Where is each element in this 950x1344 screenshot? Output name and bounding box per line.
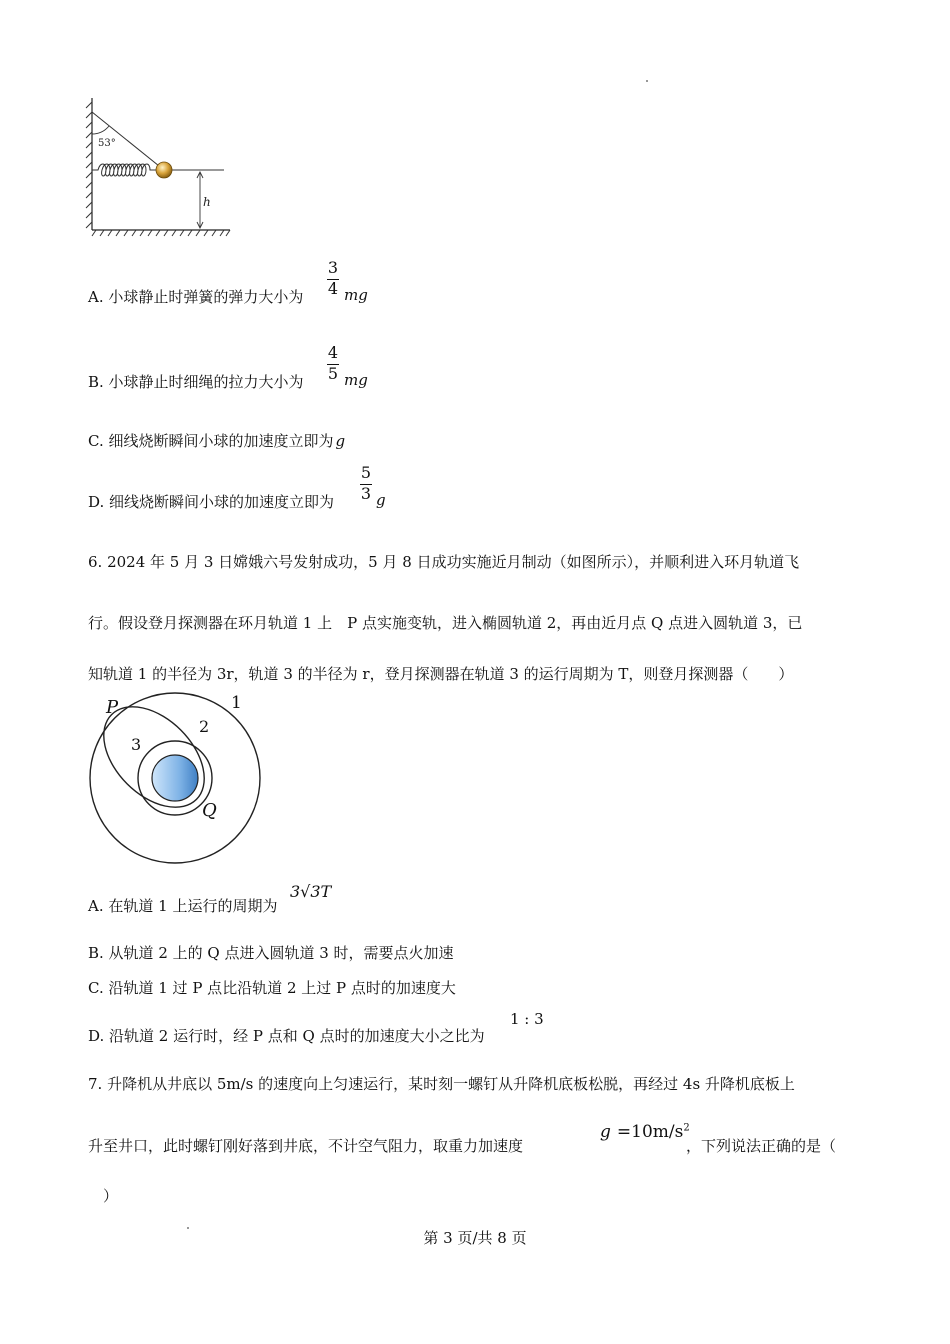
- q5-option-d-tail: g: [376, 491, 386, 509]
- angle-label: 53°: [98, 138, 116, 149]
- q5-option-c-tail: g: [335, 432, 346, 450]
- q6-option-a: [88, 895, 277, 916]
- q5-option-b-text: B. 小球静止时细绳的拉力大小为: [88, 373, 304, 391]
- label-q: Q: [202, 800, 217, 821]
- q6-stem-line2: 行。假设登月探测器在环月轨道 1 上 P 点实施变轨，进入椭圆轨道 2，再由近月点 Q 点进入圆轨道 3，已: [88, 614, 803, 632]
- fraction-numerator: 4: [327, 343, 339, 362]
- q5-option-c-text: C. 细线烧断瞬间小球的加速度立即为: [88, 432, 334, 450]
- q6-orbit-figure: [84, 690, 266, 870]
- page-number: 第 3 页/共 8 页: [423, 1229, 527, 1247]
- moon: [152, 755, 198, 801]
- q7-stem-line2: [88, 1135, 523, 1156]
- q5-option-c: [88, 430, 345, 451]
- q7-g-eq: =10m/s: [616, 1122, 684, 1142]
- q6-option-a-math: 3√3T: [290, 882, 332, 901]
- q5-option-d-text: D. 细线烧断瞬间小球的加速度立即为: [88, 493, 335, 511]
- q5-option-a-text: A. 小球静止时弹簧的弹力大小为: [88, 288, 304, 306]
- q6-option-c: C. 沿轨道 1 过 P 点比沿轨道 2 上过 P 点时的加速度大: [88, 979, 456, 997]
- q7-stem-line3: ）: [88, 1187, 119, 1205]
- q6-option-a-text: A. 在轨道 1 上运行的周期为: [88, 897, 278, 915]
- q6-option-d-text: D. 沿轨道 2 运行时，经 P 点和 Q 点时的加速度大小之比为: [88, 1027, 485, 1045]
- q5-option-b-tail: mg: [344, 371, 368, 389]
- q7-g-var: g: [600, 1122, 611, 1142]
- fraction-numerator: 3: [327, 258, 339, 277]
- q6-stem-line1: 6. 2024 年 5 月 3 日嫦娥六号发射成功，5 月 8 日成功实施近月制动（如图所示），并顺利进入环月轨道飞: [88, 553, 800, 571]
- fraction-denominator: 3: [360, 484, 372, 503]
- q5-figure: [80, 92, 240, 240]
- label-2: 2: [199, 717, 210, 736]
- fraction-denominator: 5: [327, 364, 339, 383]
- q7-gravity-formula: [600, 1122, 690, 1142]
- q6-option-b: B. 从轨道 2 上的 Q 点进入圆轨道 3 时，需要点火加速: [88, 944, 454, 962]
- label-1: 1: [231, 693, 242, 713]
- q7-stem-line2-pre: 升至井口，此时螺钉刚好落到井底，不计空气阻力，取重力加速度: [88, 1137, 524, 1155]
- scan-dot: [646, 80, 648, 82]
- q5-option-a-tail: mg: [344, 286, 368, 304]
- fraction-denominator: 4: [327, 279, 339, 298]
- ball: [156, 162, 172, 178]
- q7-g-exp: 2: [683, 1122, 690, 1134]
- q5-option-b-fraction: [326, 344, 340, 383]
- q6-option-d: [88, 1025, 485, 1046]
- q5-option-b: [88, 371, 304, 392]
- height-label: h: [203, 195, 211, 209]
- q7-stem-line1: 7. 升降机从井底以 5m/s 的速度向上匀速运行，某时刻一螺钉从升降机底板松脱，再经过 4s 升降机底板上: [88, 1075, 795, 1093]
- q5-option-d: [88, 491, 334, 512]
- q6-stem-line3: 知轨道 1 的半径为 3r，轨道 3 的半径为 r，登月探测器在轨道 3 的运行周期为 T，则登月探测器（ ）: [88, 665, 794, 683]
- label-p: P: [106, 697, 119, 718]
- q6-option-d-math: 1 : 3: [510, 1010, 544, 1028]
- q7-stem-line2-post: ，下列说法正确的是（: [686, 1137, 837, 1155]
- label-3: 3: [131, 735, 142, 754]
- q5-option-d-fraction: [359, 464, 373, 503]
- fraction-numerator: 5: [360, 463, 372, 482]
- q5-option-a-fraction: [326, 259, 340, 298]
- q5-option-a: [88, 286, 303, 307]
